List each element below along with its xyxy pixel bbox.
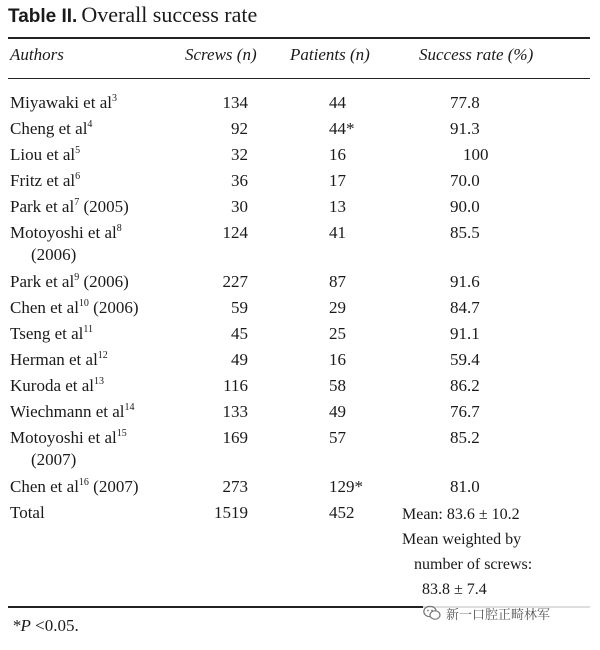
table-row-rate: 100: [463, 145, 489, 164]
table-title: [8, 2, 257, 28]
table-row-screws: 36: [231, 171, 248, 190]
table-row-screws: 116: [223, 376, 248, 395]
table-row-screws: 45: [231, 324, 248, 343]
table-row-screws: 124: [222, 223, 248, 242]
table-row-author: Miyawaki et $al^3$: [10, 93, 117, 112]
table-row-rate: 86.2: [450, 376, 480, 395]
footnote-p: *P: [12, 616, 31, 635]
table-row-author: Chen et $al^{16}$ (2007): [10, 477, 139, 496]
table-row-rate: 81.0: [450, 477, 480, 496]
table-row-rate: 90.0: [450, 197, 480, 216]
table-row-patients: 57: [329, 428, 346, 447]
table-row-patients: 17: [329, 171, 346, 190]
table-row-author: Kuroda et $al^{13}$: [10, 376, 105, 395]
table-row-screws: 30: [231, 197, 248, 216]
table-row-patients: 44*: [329, 119, 355, 138]
table-row-rate: 85.5: [450, 223, 480, 242]
table-row-rate: 91.3: [450, 119, 480, 138]
total-patients: 452: [329, 503, 355, 522]
table-row-screws: 92: [231, 119, 248, 138]
table-title-text: Overall success rate: [81, 2, 258, 27]
total-weighted-value: 83.8 ± 7.4: [422, 581, 487, 598]
table-row-author: Herman et $al^{12}$: [10, 350, 108, 369]
table-row-rate: 59.4: [450, 350, 480, 369]
table-row-author: Wiechmann et $al^{14}$: [10, 402, 135, 421]
watermark-text: 新一口腔正畸林军: [446, 607, 551, 623]
table-row-author: Liou et $al^5$: [10, 145, 81, 164]
table-row-screws: 227: [222, 272, 248, 291]
table-row-patients: 41: [329, 223, 346, 242]
table-row-patients: 129*: [329, 477, 363, 496]
table-row-rate: 91.1: [450, 324, 480, 343]
table-row-screws: 49: [231, 350, 248, 369]
table-row-screws: 134: [222, 93, 248, 112]
table-row-rate: 77.8: [450, 93, 480, 112]
top-rule: [8, 37, 590, 39]
table-row-patients: 29: [329, 298, 346, 317]
table-row-patients: 44: [329, 93, 346, 112]
watermark: [423, 600, 593, 626]
table-row-patients: 16: [329, 145, 346, 164]
table-label: Table II.: [8, 6, 78, 27]
table-row-author: Chen et $al^{10}$ (2006): [10, 298, 139, 317]
header-rule: [8, 78, 590, 79]
table-row-screws: 32: [231, 145, 248, 164]
header-success-rate: Success rate (%): [419, 45, 534, 64]
wechat-icon: [423, 605, 441, 621]
table-row-rate: 70.0: [450, 171, 480, 190]
table-row-author: Park et $al^9$ (2006): [10, 272, 129, 291]
table-row-author: Motoyoshi et $al^8$ (2006): [10, 223, 122, 264]
table-row-patients: 13: [329, 197, 346, 216]
table-row-author: Fritz et $al^6$: [10, 171, 81, 190]
table-row-patients: 25: [329, 324, 346, 343]
total-weighted-line2: number of screws:: [414, 556, 533, 573]
table-row-patients: 87: [329, 272, 346, 291]
table-row-screws: 169: [222, 428, 248, 447]
total-mean: Mean: 83.6 ± 10.2: [402, 506, 520, 523]
total-success-rate: [402, 502, 532, 602]
table-row-author: Tseng et $al^{11}$: [10, 324, 94, 343]
table-row-rate: 85.2: [450, 428, 480, 447]
table-row-patients: 49: [329, 402, 346, 421]
footnote: [12, 616, 79, 636]
table-row-author: Motoyoshi et $al^{15}$ (2007): [10, 428, 127, 469]
footnote-text: <0.05.: [30, 616, 79, 635]
table-row-screws: 133: [222, 402, 248, 421]
table-row-patients: 58: [329, 376, 346, 395]
table-row-screws: 59: [231, 298, 248, 317]
table-row-author: Cheng et $al^4$: [10, 119, 93, 138]
table-row-rate: 91.6: [450, 272, 480, 291]
table-row-screws: 273: [222, 477, 248, 496]
table-row-rate: 76.7: [450, 402, 480, 421]
table-row-patients: 16: [329, 350, 346, 369]
total-label: Total: [10, 503, 45, 522]
total-weighted-line1: Mean weighted by: [402, 531, 522, 548]
total-screws: 1519: [214, 503, 248, 522]
table-row-rate: 84.7: [450, 298, 480, 317]
header-patients: Patients (n): [290, 45, 370, 64]
table-row-author: Park et $al^7$ (2005): [10, 197, 129, 216]
header-authors: Authors: [10, 45, 64, 64]
header-screws: Screws (n): [185, 45, 257, 64]
